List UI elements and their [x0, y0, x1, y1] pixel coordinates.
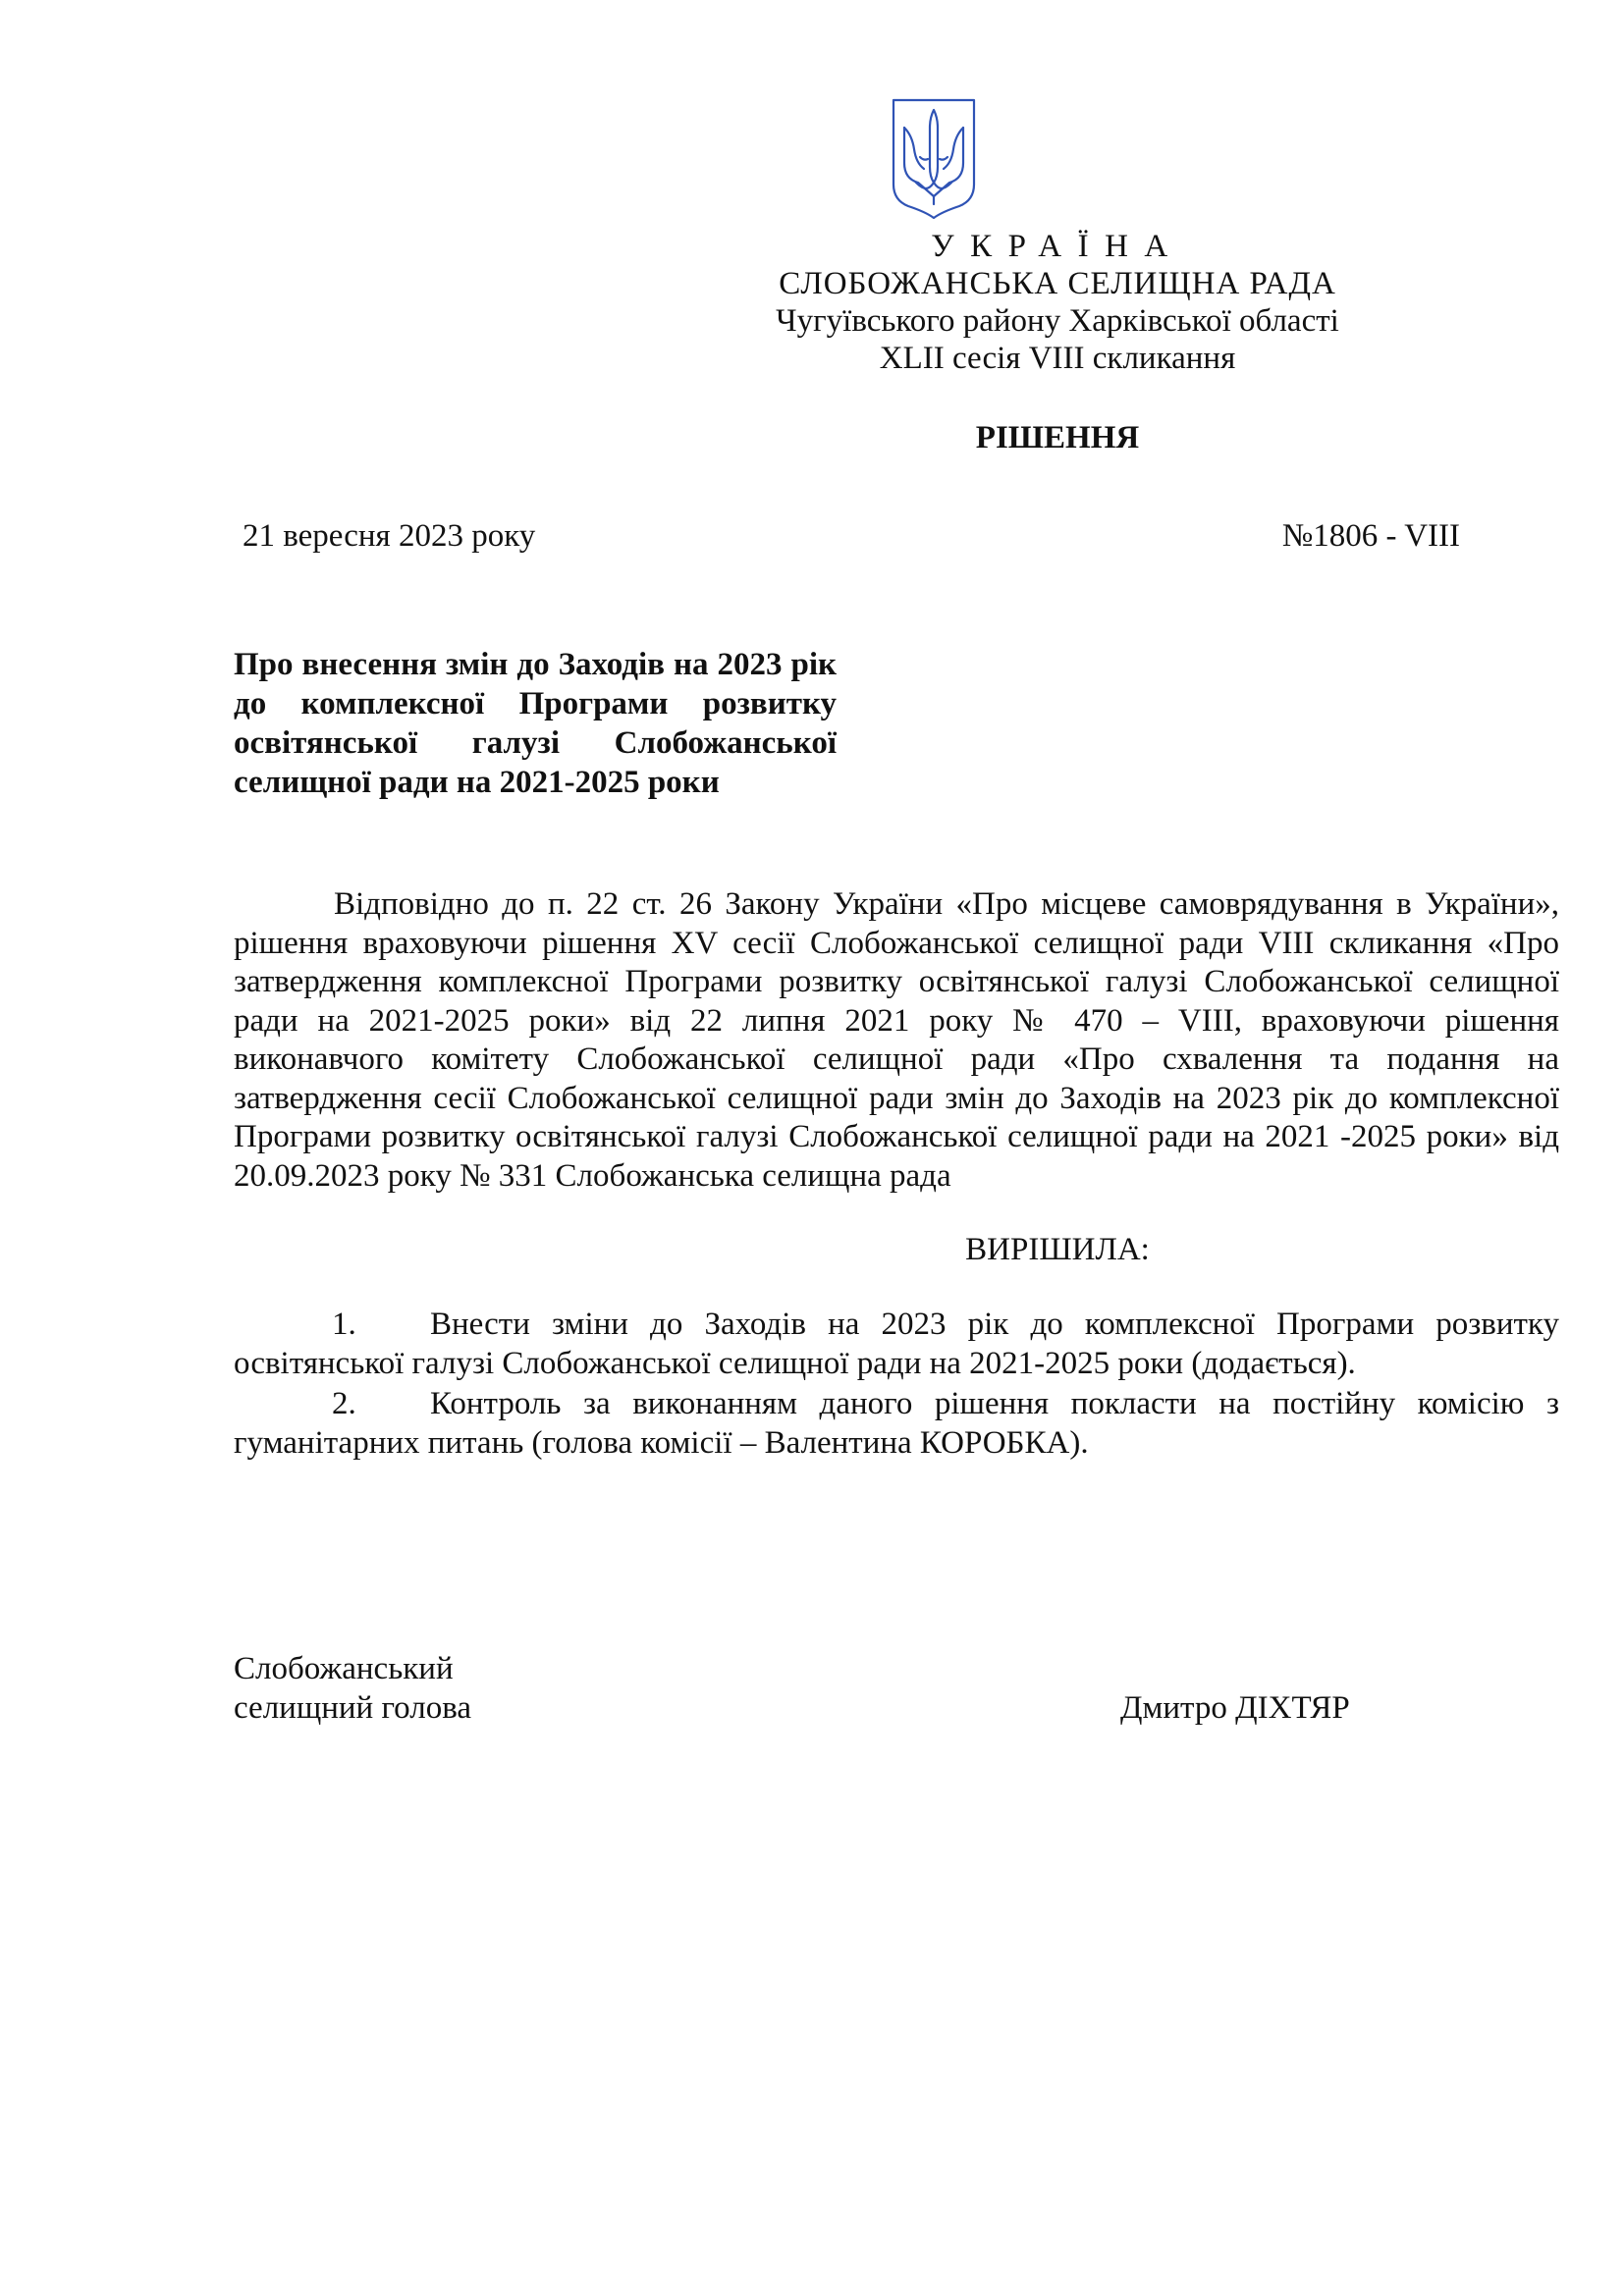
resolved-label: ВИРІШИЛА:: [965, 1232, 1150, 1267]
date-number-line: [243, 518, 1460, 555]
preamble-paragraph: Відповідно до п. 22 ст. 26 Закону України «Про місцеве самоврядування в України», рішення враховуючи рішення XV сесії Слобожанської селищної ради VIII скликання «Про затвердження комплексної Програми розвитку освітянської галузі Слобожанської селищної ради на 2021-2025 роки» від 22 липня 2021 року № 470 – VIII, враховуючи рішення виконавчого комітету Слобожанської селищної ради «Про схвалення та подання на затвердження сесії Слобожанської селищної ради змін до Заходів на 2023 рік до комплексної Програми розвитку освітянської галузі Слобожанської селищної ради на 2021 -2025 роки» від 20.09.2023 року № 331 Слобожанська селищна рада: [234, 886, 1559, 1194]
item-number: 2.: [332, 1386, 356, 1421]
document-header: [0, 228, 1624, 377]
item-text: Внести зміни до Заходів на 2023 рік до комплексної Програми розвитку освітянської галузі Слобожанської селищної ради на 2021-2025 роки (додається).: [234, 1307, 1559, 1381]
signatory-position: селищний голова: [234, 1690, 472, 1726]
item-number: 1.: [332, 1307, 356, 1342]
council-name: СЛОБОЖАНСЬКА СЕЛИЩНА РАДА: [779, 266, 1336, 301]
coat-of-arms-icon: [891, 98, 977, 220]
document-date: 21 вересня 2023 року: [243, 518, 536, 554]
subject-line: селищної ради на 2021-2025 роки: [234, 765, 720, 800]
decision-item: [234, 1306, 1559, 1383]
item-text: Контроль за виконанням даного рішення покласти на постійну комісію з гуманітарних питань (голова комісії – Валентина КОРОБКА).: [234, 1386, 1559, 1461]
decision-item: [234, 1385, 1559, 1463]
signatory-name: Дмитро ДІХТЯР: [1120, 1690, 1350, 1726]
session-name: XLII сесія VIII скликання: [879, 341, 1236, 376]
decision-items: [234, 1306, 1559, 1465]
subject-line: Про внесення змін до Заходів на 2023 рік: [234, 647, 837, 682]
document-type-label: РІШЕННЯ: [975, 420, 1140, 455]
decision-subject: [234, 645, 837, 802]
document-type: [0, 420, 1624, 456]
subject-line: освітянської галузі Слобожанської: [234, 725, 837, 761]
subject-line: до комплексної Програми розвитку: [234, 686, 837, 721]
document-number: №1806 - VIII: [1281, 518, 1460, 554]
signatory-position: Слобожанський: [234, 1651, 454, 1686]
signature-block: [234, 1649, 1363, 1728]
resolved-heading: [0, 1232, 1624, 1268]
country-name: УКРАЇНА: [931, 229, 1184, 264]
district-name: Чугуївського району Харківської області: [776, 303, 1339, 339]
